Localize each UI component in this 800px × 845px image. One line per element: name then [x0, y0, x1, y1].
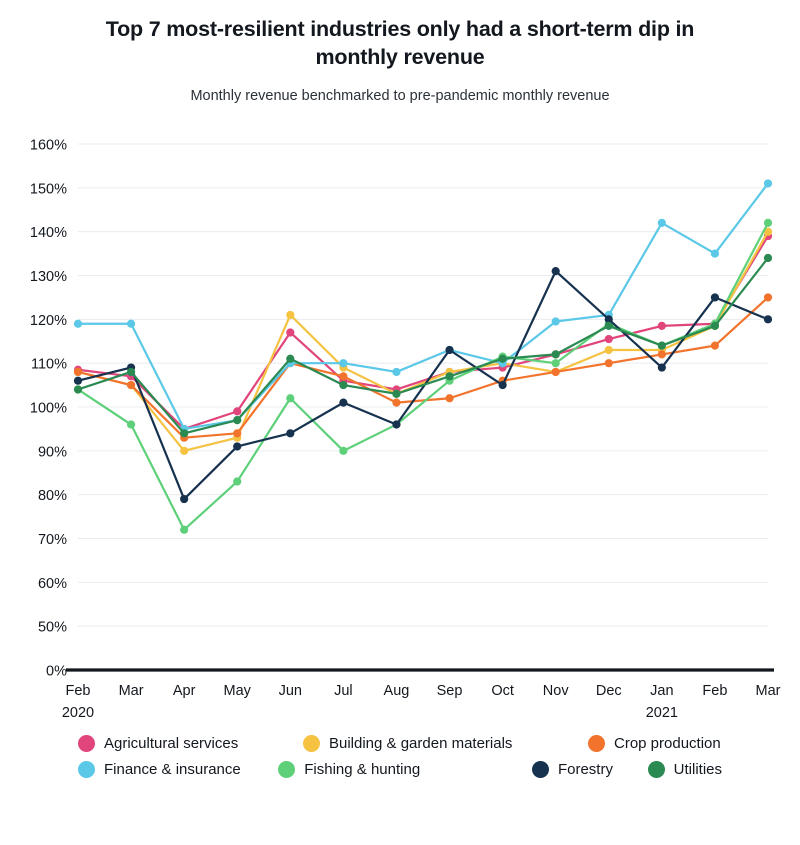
legend-row-1 — [78, 735, 722, 752]
chart-title: Top 7 most-resilient industries only had a short-term dip in monthly revenue — [105, 17, 695, 69]
legend-swatch-icon — [648, 761, 665, 778]
legend-label: Fishing & hunting — [304, 761, 421, 778]
legend-label: Finance & insurance — [104, 761, 241, 778]
svg-text:Dec: Dec — [595, 683, 622, 700]
svg-text:50%: 50% — [37, 619, 67, 636]
svg-text:May: May — [223, 683, 251, 700]
legend-item-forestry[interactable] — [532, 761, 648, 778]
legend-label: Agricultural services — [104, 735, 239, 752]
svg-text:140%: 140% — [29, 225, 67, 242]
plot-area — [0, 122, 800, 722]
legend-swatch-icon — [303, 735, 320, 752]
svg-text:2020: 2020 — [61, 705, 95, 722]
svg-text:2021: 2021 — [645, 705, 678, 722]
svg-text:110%: 110% — [30, 356, 67, 373]
legend-item-building-garden-materials[interactable] — [303, 735, 588, 752]
legend-swatch-icon — [278, 761, 295, 778]
svg-text:120%: 120% — [29, 312, 67, 329]
legend-label: Forestry — [557, 761, 613, 778]
svg-text:Feb: Feb — [65, 683, 91, 700]
line-chart-svg — [0, 122, 800, 722]
svg-text:80%: 80% — [37, 488, 67, 505]
chart-subtitle: Monthly revenue benchmarked to pre-pandemic monthly revenue — [190, 88, 610, 105]
svg-text:Mar: Mar — [755, 683, 781, 700]
svg-text:Mar: Mar — [118, 683, 144, 700]
legend-swatch-icon — [78, 735, 95, 752]
svg-text:70%: 70% — [37, 532, 67, 549]
svg-text:90%: 90% — [37, 444, 67, 461]
legend-item-crop-production[interactable] — [588, 735, 721, 752]
legend-item-finance-insurance[interactable] — [78, 761, 278, 778]
svg-text:Oct: Oct — [491, 683, 514, 700]
chart-legend — [0, 735, 800, 787]
legend-item-agricultural-services[interactable] — [78, 735, 303, 752]
svg-text:Sep: Sep — [436, 683, 463, 700]
svg-text:160%: 160% — [29, 137, 67, 154]
svg-text:Jan: Jan — [650, 683, 674, 700]
legend-item-fishing-hunting[interactable] — [278, 761, 532, 778]
svg-text:Aug: Aug — [383, 683, 410, 700]
svg-text:150%: 150% — [29, 181, 67, 198]
svg-text:100%: 100% — [29, 400, 67, 417]
svg-text:0%: 0% — [46, 663, 67, 680]
svg-text:Nov: Nov — [542, 683, 569, 700]
legend-item-utilities[interactable] — [648, 761, 722, 778]
svg-text:60%: 60% — [37, 575, 67, 592]
svg-text:130%: 130% — [29, 269, 67, 286]
legend-swatch-icon — [588, 735, 605, 752]
svg-text:Jul: Jul — [334, 683, 353, 700]
legend-label: Utilities — [673, 761, 722, 778]
legend-swatch-icon — [78, 761, 95, 778]
legend-label: Crop production — [614, 735, 721, 752]
svg-text:Jun: Jun — [278, 683, 303, 700]
legend-swatch-icon — [532, 761, 549, 778]
svg-text:Feb: Feb — [702, 683, 728, 700]
legend-label: Building & garden materials — [329, 735, 513, 752]
svg-text:Apr: Apr — [172, 683, 196, 700]
legend-row-2 — [78, 761, 722, 778]
